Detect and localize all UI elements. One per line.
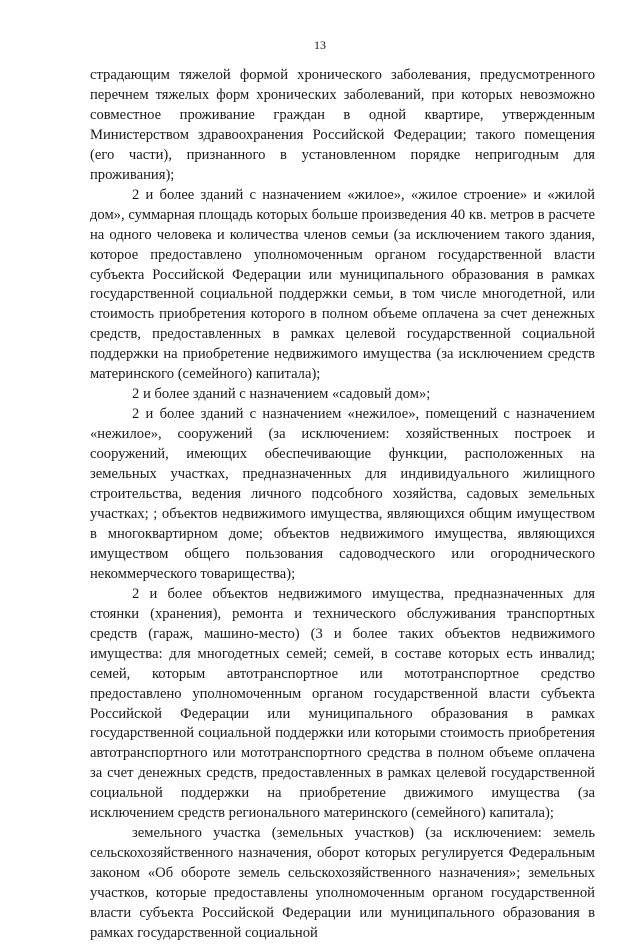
page-number: 13 (314, 38, 326, 52)
paragraph-vehicle-storage: 2 и более объектов недвижимого имущества, предназначенных для стоянки (хранения), ремонта и технического обслуживания транспортных средств (гараж, машино-место) (3 и более таких объектов недвижимого имущества: для многодетных семей; семей, в составе которых есть инвалид; семей, которым автотранспортное или мототранспортное средство предоставлено уполномоченным органом государственной власти субъекта Российской Федерации или муниципального образования в рамках государственной социальной поддержки или которыми стоимость приобретения автотранспортного или мототранспортного средства в полном объеме оплачена за счет денежных средств, предоставленных в рамках целевой государственной социальной поддержки на приобретение движимого имущества (за исключением средств регионального материнского (семейного) капитала); (90, 585, 595, 822)
paragraph-garden-house: 2 и более зданий с назначением «садовый дом»; (132, 386, 431, 403)
paragraph-non-residential: 2 и более зданий с назначением «нежилое», помещений с назначением «нежилое», сооружений (за исключением: хозяйственных построек и сооружений, имеющих обеспечивающие функции, расположенных на земельных участках, предназначенных для индивидуального жилищного строительства, ведения личного подсобного хозяйства, садовых земельных участках; ; объектов недвижимого имущества, являющихся общим имуществом в многоквартирном доме; объектов недвижимого имущества, являющихся имуществом общего пользования садоводческого или огороднического некоммерческого товарищества); (90, 406, 595, 582)
paragraph-land-plots: земельного участка (земельных участков) (за исключением: земель сельскохозяйственного назначения, оборот которых регулируется Федеральным законом «Об обороте земель сельскохозяйственного назначения»; земельных участков, которые предоставлены уполномоченным органом государственной власти субъекта Российской Федерации или муниципального образования в рамках государственной социальной (90, 825, 595, 941)
paragraph-residential-buildings: 2 и более зданий с назначением «жилое», «жилое строение» и «жилой дом», суммарная площадь которых больше произведения 40 кв. метров в расчете на одного человека и количества членов семьи (за исключением такого здания, которое предоставлено уполномоченным органом государственной власти субъекта Российской Федерации или муниципального образования в рамках государственной социальной поддержки семьи, в том числе многодетной, или стоимость приобретения которого в полном объеме оплачена за счет денежных средств, предоставленных в рамках целевой государственной социальной поддержки на приобретение недвижимого имущества (за исключением средств материнского (семейного) капитала); (90, 186, 595, 383)
document-body (90, 66, 595, 944)
paragraph-continued: страдающим тяжелой формой хронического заболевания, предусмотренного перечнем тяжелых форм хронических заболеваний, при которых невозможно совместное проживание граждан в одной квартире, утвержденным Министерством здравоохранения Российской Федерации; такого помещения (его части), признанного в установленном порядке непригодным для проживания); (90, 67, 595, 183)
